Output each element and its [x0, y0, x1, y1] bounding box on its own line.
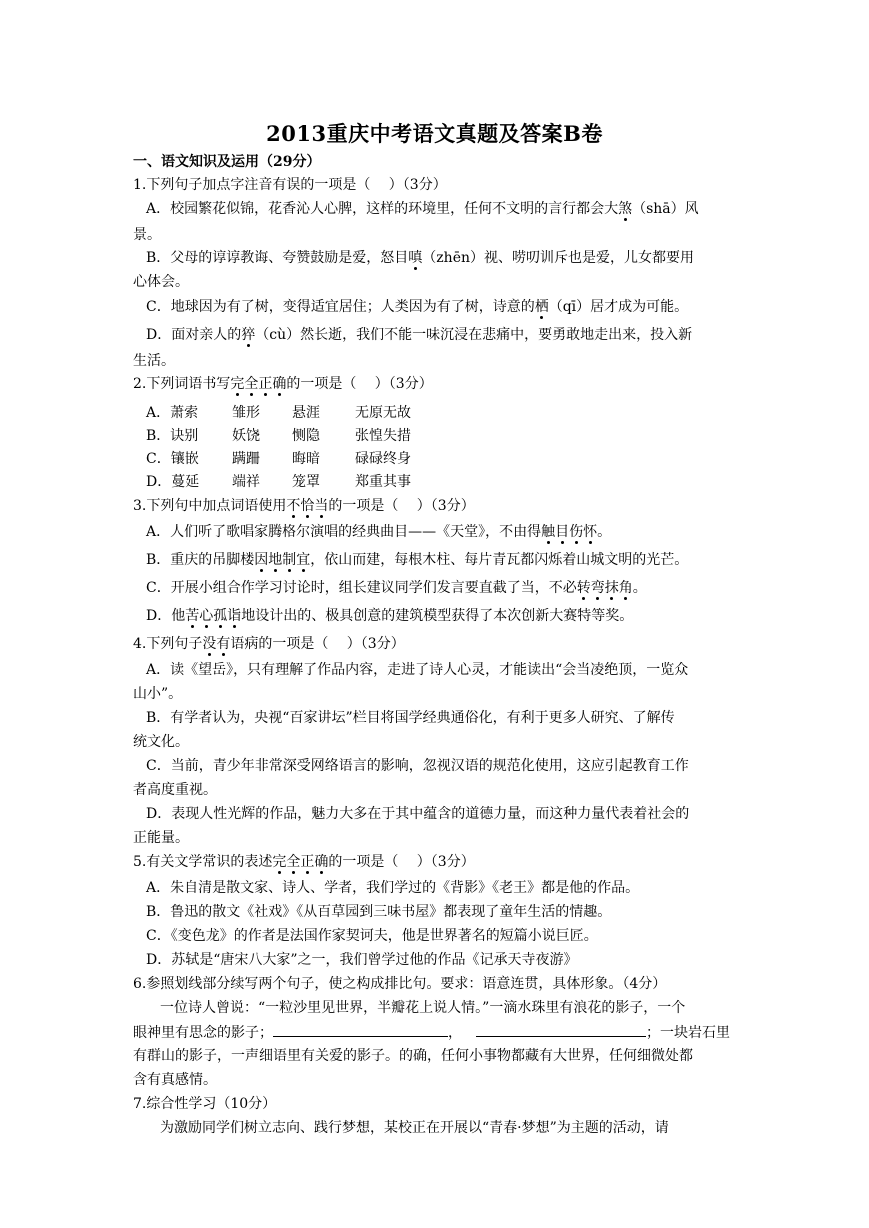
question-5-option-c: C．《变色龙》的作者是法国作家契诃夫，他是世界著名的短篇小说巨匠。	[146, 928, 598, 944]
question-6-stem: 6.参照划线部分续写两个句子，使之构成排比句。要求：语意连贯，具体形象。（4分）	[133, 976, 667, 992]
section-heading: 一、语文知识及运用（29分）	[133, 154, 321, 170]
question-6-line-3: 有群山的影子，一声细语里有关爱的影子。的确，任何小事物都藏有大世界，任何细微处都	[133, 1048, 693, 1064]
question-4-option-a-cont: 山小”。	[133, 686, 183, 702]
question-2-row-d: D．蔓延 端祥 笼罩 郑重其事	[146, 474, 411, 490]
question-3-option-b: B．重庆的吊脚楼因地制宜，依山而建，每根木柱、每片青瓦都闪烁着山城文明的光芒。	[146, 552, 689, 568]
question-5-option-a: A．朱自清是散文家、诗人、学者，我们学过的《背影》《老王》都是他的作品。	[146, 880, 640, 896]
question-2-stem: 2.下列词语书写完全正确的一项是（ ）（3分）	[133, 376, 433, 392]
question-3-option-c: C．开展小组合作学习讨论时，组长建议同学们发言要直截了当，不必转弯抹角。	[146, 580, 647, 596]
question-4-option-d: D．表现人性光辉的作品，魅力大多在于其中蕴含的道德力量，而这种力量代表着社会的	[146, 806, 690, 822]
question-2-row-b: B．诀别 妖饶 恻隐 张惶失措	[146, 428, 411, 444]
question-1-stem: 1.下列句子加点字注音有误的一项是（ ）（3分）	[133, 177, 447, 193]
question-6-line-4: 含有真感情。	[133, 1072, 217, 1088]
question-1-option-c: C．地球因为有了树，变得适宜居住；人类因为有了树，诗意的栖（qī）居才成为可能。	[146, 299, 689, 315]
question-5-option-b: B．鲁迅的散文《社戏》《从百草园到三味书屋》都表现了童年生活的情趣。	[146, 904, 612, 920]
question-4-option-b: B．有学者认为，央视“百家讲坛”栏目将国学经典通俗化，有利于更多人研究、了解传	[146, 710, 675, 726]
question-6-line-2: 眼神里有思念的影子； ， ；一块岩石里	[133, 1022, 730, 1043]
question-1-option-a-cont: 景。	[133, 227, 161, 243]
question-1-option-d: D．面对亲人的猝（cù）然长逝，我们不能一味沉浸在悲痛中，要勇敢地走出来，投入新	[146, 327, 693, 343]
question-3-option-d: D．他苦心孤诣地设计出的、极具创意的建筑模型获得了本次创新大赛特等奖。	[146, 608, 634, 624]
question-4-option-d-cont: 正能量。	[133, 830, 189, 846]
question-2-row-a: A．萧索 雏形 悬涯 无原无故	[146, 405, 411, 421]
question-1-option-d-cont: 生活。	[133, 353, 175, 369]
question-3-option-a: A．人们听了歌唱家腾格尔演唱的经典曲目——《天堂》，不由得触目伤怀。	[146, 524, 612, 540]
question-4-option-a: A．读《望岳》，只有理解了作品内容，走进了诗人心灵，才能读出“会当凌绝顶，一览众	[146, 662, 689, 678]
question-5-stem: 5.有关文学常识的表述完全正确的一项是（ ）（3分）	[133, 854, 475, 870]
answer-blank-1[interactable]	[273, 1022, 448, 1037]
question-3-stem: 3.下列句中加点词语使用不恰当的一项是（ ）（3分）	[133, 498, 475, 514]
question-4-option-b-cont: 统文化。	[133, 734, 189, 750]
question-4-stem: 4.下列句子没有语病的一项是（ ）（3分）	[133, 636, 405, 652]
question-1-option-b-cont: 心体会。	[133, 274, 189, 290]
question-5-option-d: D．苏轼是“唐宋八大家”之一，我们曾学过他的作品《记承天寺夜游》	[146, 952, 578, 968]
question-2-row-c: C．镶嵌 蹒跚 晦暗 碌碌终身	[146, 451, 411, 467]
question-4-option-c-cont: 者高度重视。	[133, 782, 217, 798]
answer-blank-2[interactable]	[476, 1022, 646, 1037]
question-7-line-1: 为激励同学们树立志向、践行梦想，某校正在开展以“青春·梦想”为主题的活动，请	[160, 1120, 669, 1136]
question-7-stem: 7.综合性学习（10分）	[133, 1096, 277, 1112]
question-1-option-a: A．校园繁花似锦，花香沁人心脾，这样的环境里，任何不文明的言行都会大煞（shā）风	[146, 201, 699, 217]
question-1-option-b: B．父母的谆谆教诲、夸赞鼓励是爱，怒目嗔（zhēn）视、唠叨训斥也是爱，儿女都要用	[146, 250, 694, 266]
page-title: 2013重庆中考语文真题及答案B卷	[266, 121, 603, 146]
question-6-line-1: 一位诗人曾说：“一粒沙里见世界，半瓣花上说人情。”一滴水珠里有浪花的影子，一个	[160, 1000, 686, 1016]
question-4-option-c: C．当前，青少年非常深受网络语言的影响，忽视汉语的规范化使用，这应引起教育工作	[146, 758, 689, 774]
